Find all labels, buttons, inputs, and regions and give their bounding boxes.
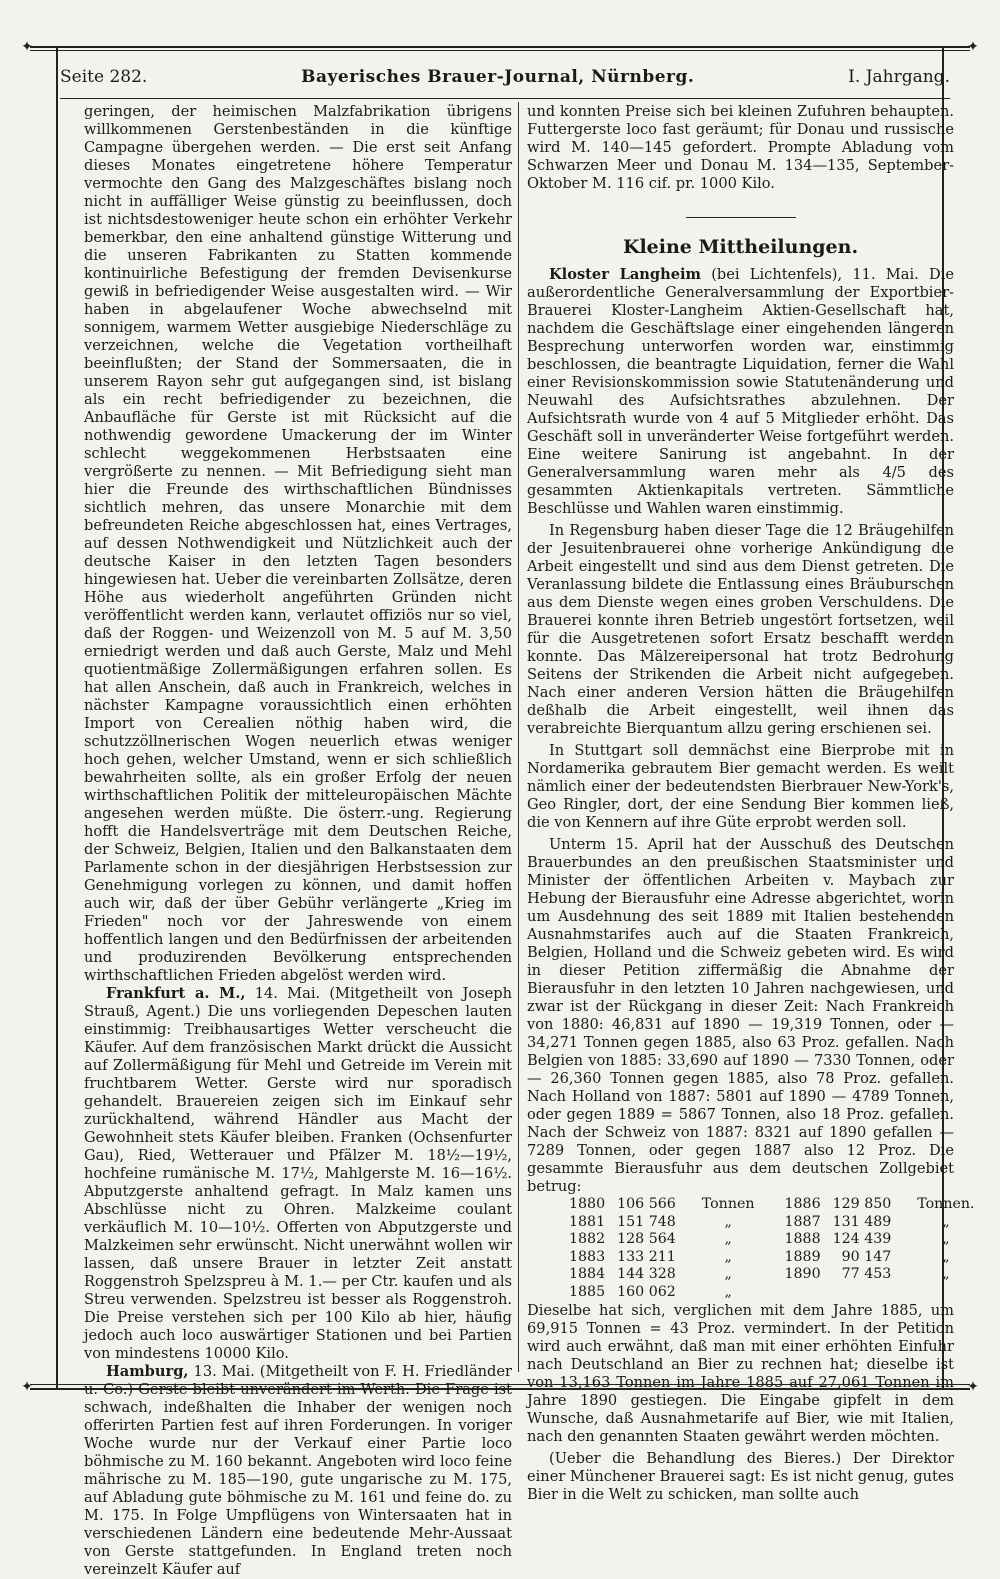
unit-cell: „ <box>942 1231 950 1248</box>
frame-left-rule <box>56 46 58 1390</box>
unit-cell: „ <box>942 1266 950 1283</box>
left-column <box>84 103 512 1578</box>
year-cell: 1880 <box>569 1196 606 1212</box>
hamburg-report <box>84 1363 512 1579</box>
right-column <box>527 103 975 1503</box>
page-number: Seite 282. <box>60 67 148 87</box>
value-cell: 124 439 <box>832 1231 892 1248</box>
year-cell <box>779 1284 827 1302</box>
frankfurt-text: 14. Mai. (Mitgetheilt von Joseph Strauß, Agent.) Die uns vorliegenden Depeschen lauten einstimmig: Treibhausartiges Wetter verscheucht die Käufer. Auf dem französischen Markt drückt die Aussicht auf Zollermäßigung für Mehl und Getreide im Verein mit fruchtbarem Wetter. Gerste wird nur sporadisch gehandelt. Brauereien zeigen sich im Einkauf sehr zurückhaltend, während Händler aus Macht der Gewohnheit stets Käufer bleiben. Franken (Ochsenfurter Gau), Ried, Wetterauer und Pfälzer M. 18½—19½, hochfeine rumänische M. 17½, Mahlgerste M. 16—16½. Abputzgerste anhaltend gefragt. In Malz kamen uns Abschlüsse nicht zu Ohren. Malzkeime coulant verkäuflich M. 10—10½. Offerten von Abputzgerste und Malzkeimen sehr erwünscht. Nicht unerwähnt wollen wir lassen, daß unsere Brauer in letzter Zeit anstatt Roggenstroh Spelzspreu à M. 1.— per Ctr. kaufen und als Streu verwenden. Spelzstreu ist besser als Roggenstroh. Die Preise verstehen sich per 100 Kilo ab hier, häufig jedoch auch loco auswärtiger Stationen und bei Partien von mindestens 10000 Kilo. <box>84 985 512 1362</box>
corner-ornament-icon: ✦ <box>967 39 979 55</box>
regensburg-item: In Regensburg haben dieser Tage die 12 Bräugehilfen der Jesuitenbrauerei ohne vorherige Ankündigung die Arbeit eingestellt und sind aus dem Dienst getreten. Die Veranlassung bildete die Entlassung eines Bräuburschen aus dem Dienste wegen eines groben Verschuldens. Die Brauerei konnte ihren Betrieb ungestört fortsetzen, weil für die Ausgetretenen sofort Ersatz beschafft werden konnte. Das Mälzereipersonal hat trotz Bedrohung Seitens der Strikenden die Arbeit nicht aufgegeben. Nach einer anderen Version hätten die Bräugehilfen deßhalb die Arbeit eingestellt, weil ihnen das verabreichte Bierquantum allzu gering erschienen sei. <box>527 522 954 737</box>
value-cell: 151 748 <box>617 1213 676 1230</box>
unit-cell: Tonnen <box>701 1196 755 1212</box>
year-cell: 1884 <box>569 1266 606 1283</box>
section-divider <box>686 217 796 218</box>
frame-top-rule-inner <box>30 50 970 51</box>
unit-cell: „ <box>724 1266 732 1283</box>
hamburg-text: 13. Mai. (Mitgetheilt von F. H. Friedländer u. Co.) Gerste bleibt unverändert im Werth. Die Frage ist schwach, indeßhalten die Inhaber der wenigen noch offerirten Partien fest auf ihren Forderungen. In voriger Woche wurde nur der Verkauf einer Partie loco böhmische zu M. 160 bekannt. Angeboten wird loco feine mährische zu M. 185—190, gute ungarische zu M. 175, auf Abladung gute böhmische zu M. 161 und feine do. zu M. 175. In Folge Umpflügens von Wintersaaten hat in verschiedenen Ländern eine bedeutende Mehr-Aussaat von Gerste stattgefunden. In England treten noch vereinzelt Käufer auf <box>84 1363 512 1578</box>
year-cell: 1885 <box>569 1283 606 1300</box>
volume-label: I. Jahrgang. <box>848 67 950 87</box>
value-cell: 131 489 <box>832 1213 892 1230</box>
unit-cell: „ <box>724 1213 732 1230</box>
year-cell: 1886 <box>784 1196 821 1212</box>
year-cell: 1888 <box>784 1231 821 1248</box>
corner-ornament-icon: ✦ <box>21 39 33 55</box>
grain-report-paragraph: geringen, der heimischen Malzfabrikation übrigens willkommenen Gerstenbeständen in die künftige Campagne übergehen werden. — Die erst seit Anfang dieses Monates eingetretene höhere Temperatur vermochte den Gang des Malzgeschäftes bislang noch nicht in auffälliger Weise günstig zu beeinflussen, doch ist nichtsdestoweniger heute schon ein erhöhter Verkehr bemerkbar, den eine anhaltend günstige Witterung und die unseren Fabrikanten zu Statten kommende kontinuirliche Befestigung der fremden Devisenkurse gewiß in befriedigender Weise ausgestalten wird. — Wir haben in abgelaufener Woche abwechselnd mit sonnigem, warmem Wetter ausgiebige Niederschläge zu verzeichnen, welche die Vegetation vortheilhaft beeinflußten; der Stand der Sommersaaten, die in unserem Rayon sehr gut aufgegangen sind, ist bislang als ein recht befriedigender zu bezeichnen, die Anbaufläche für Gerste ist mit Rücksicht auf die nothwendig gewordene Umackerung der im Winter schlecht weggekommenen Herbstsaaten eine vergrößerte zu nennen. — Mit Befriedigung sieht man hier die Freunde des wirthschaftlichen Bündnisses sichtlich mehren, das unsere Monarchie mit dem befreundeten Reiche abgeschlossen hat, eines Vertrages, auf dessen Nothwendigkeit und Nützlichkeit auch der deutsche Kaiser in den letzten Tagen besonders hingewiesen hat. Ueber die vereinbarten Zollsätze, deren Höhe aus wiederholt angeführten Gründen nicht veröffentlicht werden kann, verlautet offiziös nur so viel, daß der Roggen- und Weizenzoll von M. 5 auf M. 3,50 erniedrigt werden und daß auch Gerste, Malz und Mehl quotientmäßige Zollermäßigungen erfahren sollen. Es hat allen Anschein, daß auch in Frankreich, welches in nächster Kampagne voraussichtlich einen erhöhten Import von Cerealien nöthig haben wird, die schutzzöllnerischen Wogen neuerlich etwas weniger hoch gehen, welcher Umstand, wenn er sich schließlich bewahrheiten sollte, als ein großer Erfolg der neuen wirthschaftlichen Politik der mitteleuropäischen Mächte angesehen werden müßte. Die österr.-ung. Regierung hofft die Handelsverträge mit dem Deutschen Reiche, der Schweiz, Belgien, Italien und den Balkanstaaten dem Parlamente schon in der diesjährigen Herbstsession zur Genehmigung vorlegen zu können, und damit hoffen auch wir, daß der über Gebühr verlängerte „Krieg im Frieden" noch vor der Jahreswende von einem hoffentlich langen und den Bedürfnissen der arbeitenden und produzirenden Bevölkerung entsprechenden wirthschaftlichen Frieden abgelöst werden wird. <box>84 103 512 984</box>
year-cell: 1889 <box>784 1248 821 1265</box>
table-row <box>563 1214 999 1232</box>
unit-cell: „ <box>724 1231 732 1248</box>
unit-cell: „ <box>724 1283 732 1300</box>
journal-title: Bayerisches Brauer-Journal, Nürnberg. <box>301 67 695 87</box>
table-row <box>563 1266 999 1284</box>
year-cell: 1882 <box>569 1231 606 1248</box>
table-row <box>563 1231 999 1249</box>
year-cell: 1883 <box>569 1248 606 1265</box>
value-cell: 128 564 <box>617 1231 676 1248</box>
value-cell: 90 147 <box>841 1248 892 1265</box>
value-cell: 77 453 <box>841 1266 892 1283</box>
hamburg-heading: Hamburg, <box>106 1363 189 1380</box>
year-cell: 1890 <box>784 1266 821 1283</box>
unit-cell: „ <box>942 1213 950 1230</box>
export-summary: Dieselbe hat sich, verglichen mit dem Jahre 1885, um 69,915 Tonnen = 43 Proz. vermindert. In der Petition wird auch erwähnt, daß man mit einer erhöhten Einfuhr nach Deutschland an Bier zu rechnen hat; dieselbe ist von 13,163 Tonnen im Jahre 1885 auf 27,061 Tonnen im Jahre 1890 gestiegen. Die Eingabe gipfelt in dem Wunsche, daß Ausnahmetarife auf Bier, wie mit Italien, nach den genannten Staaten gewährt werden möchten. <box>527 1301 954 1445</box>
export-table <box>563 1196 999 1302</box>
section-title: Kleine Mittheilungen. <box>622 236 859 258</box>
value-cell: 160 062 <box>617 1283 676 1300</box>
unit-cell <box>897 1284 998 1302</box>
frankfurt-heading: Frankfurt a. M., <box>106 985 246 1002</box>
value-cell: 133 211 <box>617 1248 676 1265</box>
column-divider <box>518 102 519 1372</box>
brauerbund-item: Unterm 15. April hat der Ausschuß des Deutschen Brauerbundes an den preußischen Staatsminister und Minister der öffentlichen Arbeiten v. Maybach zur Hebung der Bierausfuhr eine Adresse abgerichtet, worin um Ausdehnung des seit 1889 mit Italien bestehenden Ausnahmstarifes auch auf die Staaten Frankreich, Belgien, Holland und die Schweiz gebeten wird. Es wird in dieser Petition ziffermäßig die Abnahme der Bierausfuhr in den letzten 10 Jahren nachgewiesen, und zwar ist der Rückgang in dieser Zeit: Nach Frankreich von 1880: 46,831 auf 1890 — 19,319 Tonnen, oder — 34,271 Tonnen gegen 1885, also 63 Proz. gefallen. Nach Belgien von 1885: 33,690 auf 1890 — 7330 Tonnen, oder — 26,360 Tonnen gegen 1885, also 78 Proz. gefallen. Nach Holland von 1887: 5801 auf 1890 — 4789 Tonnen, oder gegen 1889 = 5867 Tonnen, also 18 Proz. gefallen. Nach der Schweiz von 1887: 8321 auf 1890 gefallen — 7289 Tonnen, oder gegen 1887 also 12 Proz. Die gesammte Bierausfuhr aus dem deutschen Zollgebiet betrug: <box>527 836 954 1195</box>
stuttgart-item: In Stuttgart soll demnächst eine Bierprobe mit in Nordamerika gebrautem Bier gemacht werden. Es weilt nämlich einer der bedeutendsten Bierbrauer New-York's, Geo Ringler, dort, der eine Sendung Bier kommen ließ, die von Kennern auf ihre Güte erprobt werden soll. <box>527 742 954 831</box>
table-row <box>563 1249 999 1267</box>
value-cell: 106 566 <box>617 1196 676 1212</box>
header-rule <box>60 98 950 99</box>
corner-ornament-icon: ✦ <box>21 1379 33 1395</box>
table-row <box>563 1284 999 1302</box>
unit-cell: Tonnen. <box>917 1196 975 1212</box>
value-cell <box>827 1284 898 1302</box>
frame-top-rule <box>30 46 970 48</box>
value-cell: 129 850 <box>832 1196 892 1212</box>
running-header <box>60 62 950 92</box>
unit-cell: „ <box>942 1248 950 1265</box>
corner-ornament-icon: ✦ <box>967 1379 979 1395</box>
year-cell: 1887 <box>784 1213 821 1230</box>
kloster-text: (bei Lichtenfels), 11. Mai. Die außerordentliche Generalversammlung der Exportbier-Brauerei Kloster-Langheim Aktien-Gesellschaft hat, nachdem die Geschäftslage einer eingehenden längeren Besprechung unterworfen worden war, einstimmig beschlossen, die beantragte Liquidation, ferner die Wahl einer Revisionskommission sowie Statutenänderung und Neuwahl des Aufsichtsrathes abzulehnen. Der Aufsichtsrath wurde von 4 auf 5 Mitglieder erhöht. Das Geschäft soll in unveränderter Weise fortgeführt werden. Eine weitere Sanirung ist angebahnt. In der Generalversammlung waren mehr als 4/5 des gesammten Aktienkapitals vertreten. Sämmtliche Beschlüsse und Wahlen waren einstimmig. <box>527 266 954 517</box>
unit-cell: „ <box>724 1248 732 1265</box>
kloster-langheim-item <box>527 266 954 518</box>
table-row <box>563 1196 999 1214</box>
beer-handling-item: (Ueber die Behandlung des Bieres.) Der Direktor einer Münchener Brauerei sagt: Es ist nicht genug, gutes Bier in die Welt zu schicken, man sollte auch <box>527 1449 954 1503</box>
frankfurt-report <box>84 985 512 1363</box>
year-cell: 1881 <box>569 1213 606 1230</box>
kloster-heading: Kloster Langheim <box>549 266 701 283</box>
hamburg-continuation: und konnten Preise sich bei kleinen Zufuhren behaupten. Futtergerste loco fast geräumt; für Donau und russische wird M. 140—145 gefordert. Prompte Abladung vom Schwarzen Meer und Donau M. 134—135, September-Oktober M. 116 cif. pr. 1000 Kilo. <box>527 103 954 192</box>
value-cell: 144 328 <box>617 1266 676 1283</box>
